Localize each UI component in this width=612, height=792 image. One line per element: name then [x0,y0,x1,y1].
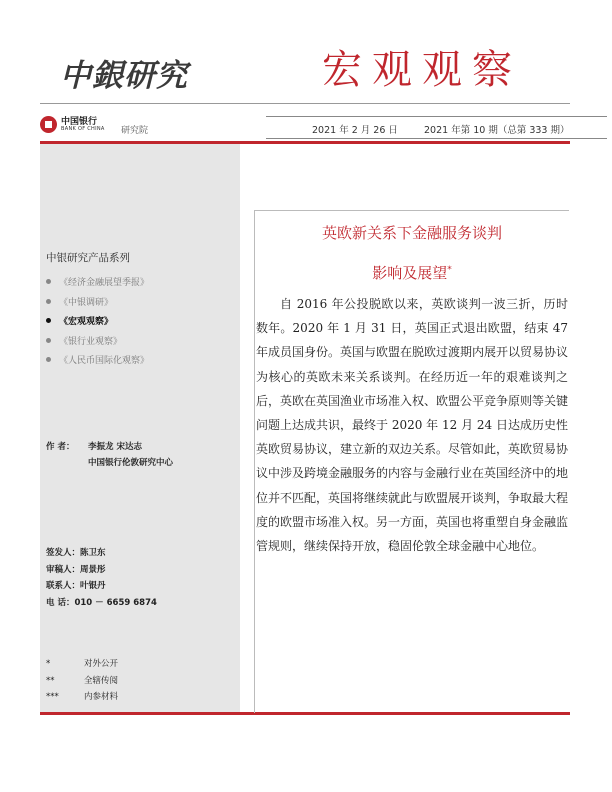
series-item-label: 《宏观观察》 [59,317,114,328]
bullet-icon [46,318,51,323]
logo-text [61,118,105,132]
series-item-active [46,311,149,331]
logo-cn: 中国银行 [61,116,98,127]
issue-info [266,116,607,139]
phone-line: 电 话：010 － 6659 6874 [46,597,157,608]
confidentiality-legend [46,656,118,706]
series-item-label: 《中银调研》 [59,297,114,308]
bullet-icon [46,338,51,343]
series-list [46,272,149,370]
article-title-text: 影响及展望 [372,264,448,282]
legend-item [46,673,118,690]
series-item-label: 《经济金融展望季报》 [59,278,150,289]
bullet-icon [46,279,51,284]
star-icon: * [46,659,51,669]
series-item-label: 《银行业观察》 [59,336,123,347]
issuer-line: 签发人：陈卫东 [46,548,106,558]
bank-logo [40,116,105,133]
article-title-line1: 英欧新关系下金融服务谈判 [321,224,502,242]
star-icon: *** [46,692,59,702]
header-divider [40,103,570,104]
legend-item [46,656,118,673]
legend-text: 全辖传阅 [84,675,119,686]
contact-person-line: 联系人：叶银丹 [46,581,106,591]
series-item [46,350,149,370]
series-item [46,272,149,292]
legend-text: 内参材料 [84,692,119,702]
authors-label: 作 者： [46,442,75,452]
series-title: 中银研究产品系列 [46,252,130,264]
series-item [46,331,149,351]
article-title-line2 [254,262,570,283]
brand-calligraphy: 中銀研究 [60,58,188,94]
issue-date: 2021 年 2 月 26 日 [312,125,398,136]
article-summary: 自 2016 年公投脱欧以来，英欧谈判一波三折，历时数年。2020 年 1 月 31 日，英国正式退出欧盟，结束 47 年成员国身份。英国与欧盟在脱欧过渡期内展开以贸易协议为核心的英欧未来关系谈判。在经历近一年的艰难谈判之后，英欧在英国渔业市场准入权、欧盟公平竞争原则等关键问题上达成共识，最终于 2020 年 12 月 24 日达成历史性英欧贸易协议，建立新的双边关系。尽管如此，英欧贸易协议中涉及跨境金融服务的内容与金融行业在英国经济中的地位并不匹配，英国将继续就此与欧盟展开谈判，争取最大程度的欧盟市场准入权。另一方面，英国也将重塑自身金融监管规则，继续保持开放，稳固伦敦全球金融中心地位。 [256,297,569,554]
star-icon: ** [46,675,55,686]
footnote-mark: * [447,265,452,275]
authors-organization: 中国银行伦敦研究中心 [88,458,174,468]
bullet-icon [46,299,51,304]
department-label: 研究院 [121,126,149,136]
legend-text: 对外公开 [84,659,119,669]
logo-en: BANK OF CHINA [61,125,105,132]
legend-item [46,689,118,706]
sidebar-panel [40,144,240,712]
bullet-icon [46,357,51,362]
publication-title: 宏观观察 [322,47,522,93]
contact-block [46,545,157,611]
bank-of-china-icon [40,116,57,133]
authors-names: 李振龙 宋达志 [88,442,142,452]
reviewer-line: 审稿人：周景彤 [46,564,106,575]
series-item [46,292,149,312]
issue-number: 2021 年第 10 期（总第 333 期） [424,125,570,136]
series-item-label: 《人民币国际化观察》 [59,356,150,367]
